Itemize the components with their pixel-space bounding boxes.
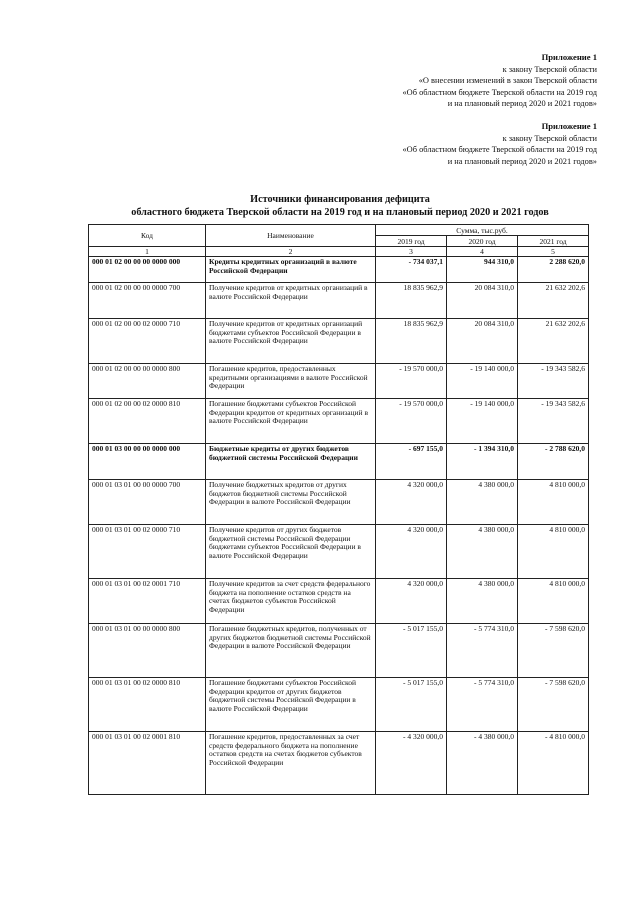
header-code: Код [89,225,206,247]
row-value-2021: - 7 598 620,0 [518,678,589,732]
row-code: 000 01 02 00 00 02 0000 810 [89,399,206,444]
table-row [89,732,589,795]
row-code: 000 01 03 00 00 00 0000 000 [89,444,206,480]
row-value-2020: 20 084 310,0 [447,319,518,364]
row-value-2019: - 19 570 000,0 [376,399,447,444]
row-code: 000 01 02 00 00 00 0000 000 [89,257,206,283]
row-value-2019: 18 835 962,9 [376,283,447,319]
table-row [89,319,589,364]
document-title-line: Источники финансирования дефицита [250,194,430,205]
table-row [89,364,589,399]
header-year-2020: 2020 год [447,236,518,247]
row-value-2019: 4 320 000,0 [376,480,447,525]
row-name: Погашение кредитов, предоставленных за счет средств федерального бюджета на пополнение остатков средств на счетах бюджетов субъектов Российской Федерации [206,732,376,795]
row-name: Получение кредитов от кредитных организаций бюджетами субъектов Российской Федерации в валюте Российской Федерации [206,319,376,364]
row-value-2020: - 19 140 000,0 [447,364,518,399]
table-row [89,624,589,678]
row-value-2021: - 19 343 582,6 [518,364,589,399]
row-value-2019: - 5 017 155,0 [376,624,447,678]
row-code: 000 01 02 00 00 00 0000 700 [89,283,206,319]
row-code: 000 01 02 00 00 02 0000 710 [89,319,206,364]
table-row [89,525,589,579]
appendix-line: и на плановый период 2020 и 2021 годов» [447,156,597,166]
table-body [89,257,589,795]
table-row [89,678,589,732]
row-value-2020: 4 380 000,0 [447,480,518,525]
row-value-2021: 21 632 202,6 [518,283,589,319]
document-title-line: областного бюджета Тверской области на 2019 год и на плановый период 2020 и 2021 годов [131,207,549,219]
row-name: Погашение бюджетных кредитов, полученных от других бюджетов бюджетной системы Российской Федерации в валюте Российской Федерации [206,624,376,678]
table-row [89,444,589,480]
row-value-2019: 18 835 962,9 [376,319,447,364]
appendix-line: и на плановый период 2020 и 2021 годов» [447,99,597,109]
row-value-2021: - 4 810 000,0 [518,732,589,795]
appendix-header-1 [402,52,597,110]
row-name: Получение кредитов от кредитных организаций в валюте Российской Федерации [206,283,376,319]
column-number: 4 [447,247,518,257]
row-name: Получение бюджетных кредитов от других бюджетов бюджетной системы Российской Федерации в валюте Российской Федерации [206,480,376,525]
row-value-2020: 20 084 310,0 [447,283,518,319]
column-number: 1 [89,247,206,257]
row-value-2021: 4 810 000,0 [518,525,589,579]
header-year-2021: 2021 год [518,236,589,247]
row-code: 000 01 03 01 00 02 0000 710 [89,525,206,579]
appendix-line: «Об областном бюджете Тверской области на 2019 год [402,87,597,97]
row-code: 000 01 03 01 00 00 0000 700 [89,480,206,525]
row-value-2021: - 19 343 582,6 [518,399,589,444]
appendix-line: «Об областном бюджете Тверской области на 2019 год [402,145,597,155]
row-value-2019: - 19 570 000,0 [376,364,447,399]
row-code: 000 01 02 00 00 00 0000 800 [89,364,206,399]
column-number: 5 [518,247,589,257]
row-value-2021: 4 810 000,0 [518,480,589,525]
row-value-2020: - 5 774 310,0 [447,678,518,732]
row-code: 000 01 03 01 00 00 0000 800 [89,624,206,678]
row-value-2021: 4 810 000,0 [518,579,589,624]
header-year-2019: 2019 год [376,236,447,247]
row-value-2019: - 5 017 155,0 [376,678,447,732]
table-row [89,399,589,444]
table-row [89,480,589,525]
document-title [90,193,590,219]
table-row [89,283,589,319]
table-row [89,579,589,624]
header-sum: Сумма, тыс.руб. [376,225,589,236]
row-value-2020: - 4 380 000,0 [447,732,518,795]
row-value-2019: - 734 037,1 [376,257,447,283]
row-code: 000 01 03 01 00 02 0000 810 [89,678,206,732]
row-value-2019: - 697 155,0 [376,444,447,480]
row-value-2020: 4 380 000,0 [447,525,518,579]
column-number: 2 [206,247,376,257]
column-number: 3 [376,247,447,257]
row-code: 000 01 03 01 00 02 0001 810 [89,732,206,795]
row-value-2019: 4 320 000,0 [376,525,447,579]
row-value-2019: 4 320 000,0 [376,579,447,624]
row-value-2020: - 19 140 000,0 [447,399,518,444]
appendix-line: к закону Тверской области [502,133,597,143]
row-value-2020: - 5 774 310,0 [447,624,518,678]
row-value-2020: - 1 394 310,0 [447,444,518,480]
row-value-2021: 2 288 620,0 [518,257,589,283]
row-name: Получение кредитов за счет средств федерального бюджета на пополнение остатков средств на счетах бюджетов субъектов Российской Федерации [206,579,376,624]
appendix-title: Приложение 1 [541,52,597,62]
row-value-2019: - 4 320 000,0 [376,732,447,795]
row-value-2021: 21 632 202,6 [518,319,589,364]
row-value-2020: 944 310,0 [447,257,518,283]
financing-sources-table [88,224,589,795]
row-value-2020: 4 380 000,0 [447,579,518,624]
appendix-header-2 [402,121,597,167]
appendix-title: Приложение 1 [541,121,597,131]
appendix-line: «О внесении изменений в закон Тверской области [418,76,597,86]
row-name: Получение кредитов от других бюджетов бюджетной системы Российской Федерации бюджетами субъектов Российской Федерации в валюте Российской Федерации [206,525,376,579]
row-name: Погашение бюджетами субъектов Российской Федерации кредитов от других бюджетов бюджетной системы Российской Федерации в валюте Российской Федерации [206,678,376,732]
row-name: Погашение кредитов, предоставленных кредитными организациями в валюте Российской Федерации [206,364,376,399]
row-value-2021: - 7 598 620,0 [518,624,589,678]
row-name: Бюджетные кредиты от других бюджетов бюджетной системы Российской Федерации [206,444,376,480]
row-name: Кредиты кредитных организаций в валюте Российской Федерации [206,257,376,283]
table-row [89,257,589,283]
row-code: 000 01 03 01 00 02 0001 710 [89,579,206,624]
row-name: Погашение бюджетами субъектов Российской Федерации кредитов от кредитных организаций в валюте Российской Федерации [206,399,376,444]
header-name: Наименование [206,225,376,247]
row-value-2021: - 2 788 620,0 [518,444,589,480]
appendix-line: к закону Тверской области [502,64,597,74]
